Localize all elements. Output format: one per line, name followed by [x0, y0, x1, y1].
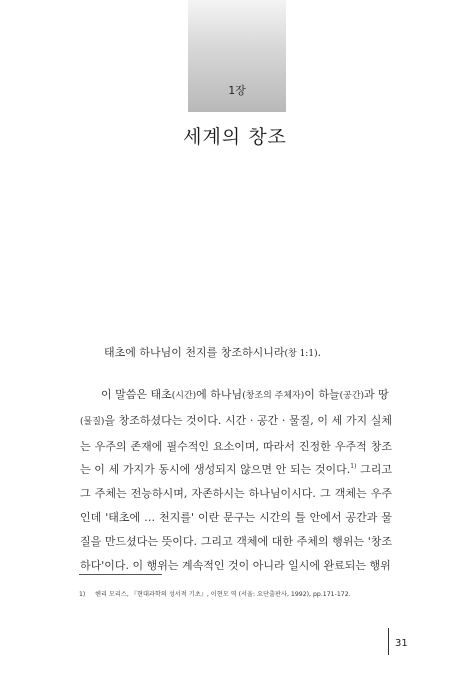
page-number-divider	[388, 628, 389, 655]
body-annotation: (창조의 주체자)	[242, 391, 305, 401]
body-text	[80, 383, 392, 577]
footnote-number: 1)	[79, 591, 86, 598]
verse-end: .	[317, 346, 322, 359]
chapter-title: 세계의 창조	[183, 126, 287, 148]
body-segment: 이 말씀은 태초	[101, 388, 172, 401]
body-segment: 을 창조하셨다는 것이다. 시간 · 공간 · 물질, 이 세 가지 실체는 우주의 존재에 필수적인 요소이며, 따라서 진정한 우주적 창조는 이 세 가지가 동시에 생성되지 않으면 안 되는 것이다.	[80, 413, 392, 477]
footnote-mark[interactable]: 1)	[350, 463, 357, 471]
footnote-text: 헨리 모리스, 『현대과학의 성서적 기초』, 이현모 역 (서울: 요단출판사, 1992), pp.171-172.	[95, 591, 351, 598]
body-paragraph	[80, 383, 392, 577]
footnote-divider	[79, 574, 162, 575]
body-segment: 에 하나님	[196, 388, 243, 401]
body-annotation: (물질)	[80, 416, 105, 427]
chapter-band	[188, 0, 286, 112]
scripture-verse	[104, 344, 321, 360]
body-segment: 그리고 그 주체는 전능하시며, 자존하시는 하나님이시다. 그 객체는 우주인데 '태초에 … 천지를' 이란 문구는 시간의 틀 안에서 공간과 물질을 만드셨다는 뜻이다. 그리고 객체에 대한 주체의 행위는 '창조하다'이다. 이 행위는 계속적인 것이 아니라 일시에 완료되는 행위	[80, 463, 392, 572]
verse-text: 태초에 하나님이 천지를 창조하시니라	[104, 346, 285, 359]
page-number: 31	[395, 638, 408, 649]
chapter-label: 1장	[228, 84, 246, 97]
body-segment: 과 땅	[364, 388, 389, 401]
verse-reference: (창 1:1)	[284, 349, 318, 359]
body-segment: 이 하늘	[304, 388, 340, 401]
body-annotation: (시간)	[171, 391, 197, 401]
footnote	[79, 589, 351, 598]
body-annotation: (공간)	[339, 391, 365, 401]
